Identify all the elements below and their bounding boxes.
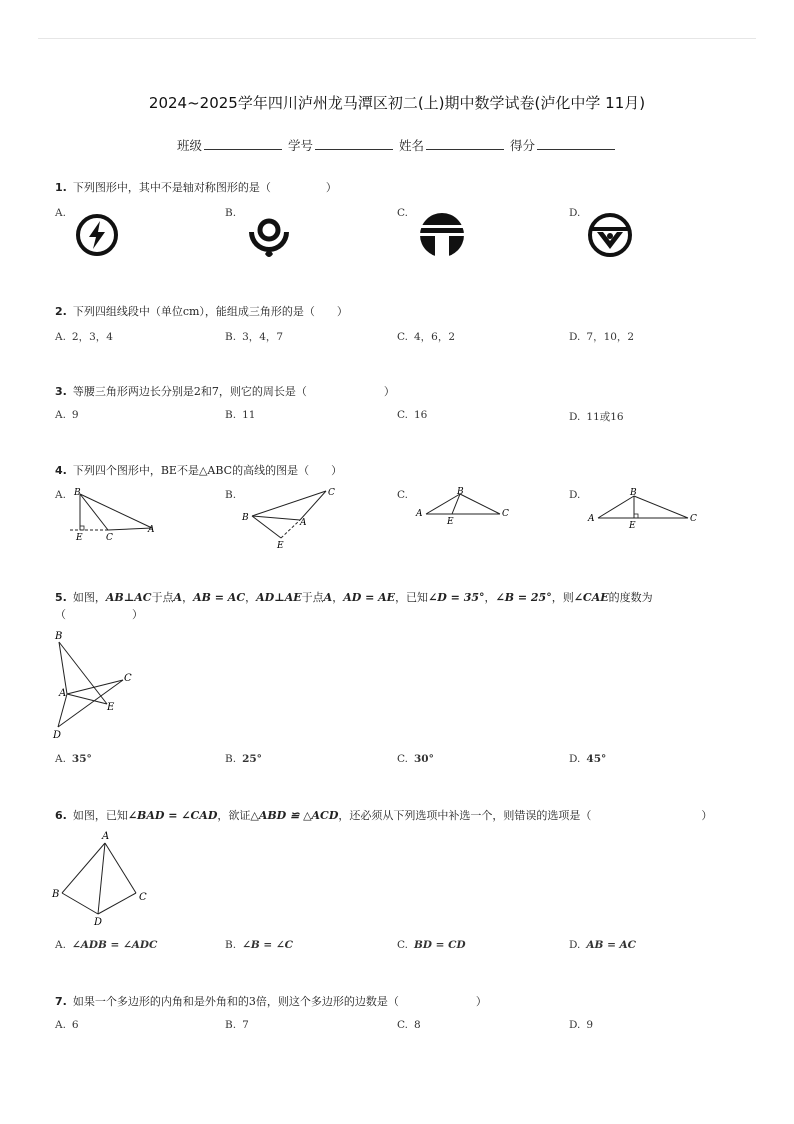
question-3: 3. 等腰三角形两边长分别是2和7，则它的周长是（ ） xyxy=(55,385,395,398)
label-c: C xyxy=(328,488,335,498)
q2-option-c[interactable]: C. 4，6，2 xyxy=(397,331,456,343)
label-a: A xyxy=(59,688,67,699)
q5-option-c[interactable]: C. 30° xyxy=(397,753,434,765)
label-a: A xyxy=(416,509,423,519)
question-4: 4. 下列四个图形中，BE不是△ABC的高线的图是（ ） xyxy=(55,464,343,477)
label-a: A xyxy=(102,831,110,842)
q7-option-c[interactable]: C. 8 xyxy=(397,1019,421,1031)
q6-option-a[interactable]: A. ∠ADB = ∠ADC xyxy=(55,939,158,951)
label-d: D xyxy=(53,730,62,740)
label-e: E xyxy=(447,517,454,527)
question-5: 5. 如图，AB⊥AC于点A，AB = AC，AD⊥AE于点A，AD = AE，已知∠D = 35°，∠B = 25°，则∠CAE的度数为 xyxy=(55,591,653,604)
q7-option-d[interactable]: D. 9 xyxy=(569,1019,594,1031)
question-7: 7. 如果一个多边形的内角和是外角和的3倍，则这个多边形的边数是（ ） xyxy=(55,995,487,1008)
q3-option-d[interactable]: D. 11或16 xyxy=(569,411,624,423)
student-id-blank[interactable] xyxy=(315,137,393,150)
label-c: C xyxy=(502,509,509,519)
score-blank[interactable] xyxy=(537,137,615,150)
q5-option-d[interactable]: D. 45° xyxy=(569,753,607,765)
q6-figure xyxy=(50,828,150,928)
question-1: 1. 下列图形中，其中不是轴对称图形的是（ ） xyxy=(55,181,337,194)
field-class: 班级 xyxy=(177,136,284,154)
label-b: B xyxy=(242,513,249,523)
label-c: C xyxy=(139,892,147,903)
q2-option-a[interactable]: A. 2，3，4 xyxy=(55,331,113,343)
lightning-bolt-circle-icon xyxy=(74,212,120,258)
q3-option-a[interactable]: A. 9 xyxy=(55,409,79,421)
name-blank[interactable] xyxy=(426,137,504,150)
q7-option-a[interactable]: A. 6 xyxy=(55,1019,79,1031)
ring-drop-logo-icon xyxy=(244,210,294,260)
q5-option-b[interactable]: B. 25° xyxy=(225,753,262,765)
q2-option-d[interactable]: D. 7，10，2 xyxy=(569,331,635,343)
label-c: C xyxy=(690,514,697,524)
q4c-triangle-figure xyxy=(412,484,522,534)
label-d: D xyxy=(94,917,103,928)
q1-option-a[interactable]: A. xyxy=(55,207,66,219)
label-b: B xyxy=(52,889,60,900)
class-blank[interactable] xyxy=(204,137,282,150)
label-b: B xyxy=(74,488,81,498)
q3-option-c[interactable]: C. 16 xyxy=(397,409,428,421)
question-2: 2. 下列四组线段中（单位cm），能组成三角形的是（ ） xyxy=(55,305,348,318)
q6-option-c[interactable]: C. BD = CD xyxy=(397,939,466,951)
q6-option-d[interactable]: D. AB = AC xyxy=(569,939,637,951)
q4-option-b[interactable]: B. xyxy=(225,489,237,501)
heart-v-ring-logo-icon xyxy=(586,211,634,259)
q4d-triangle-figure xyxy=(584,484,704,534)
field-student-id: 学号 xyxy=(288,136,395,154)
label-e: E xyxy=(277,541,284,551)
label-a: A xyxy=(300,518,307,528)
q4b-triangle-figure xyxy=(238,482,348,552)
q2-option-b[interactable]: B. 3，4，7 xyxy=(225,331,284,343)
q7-option-b[interactable]: B. 7 xyxy=(225,1019,249,1031)
q4a-triangle-figure xyxy=(66,484,166,544)
label-a: A xyxy=(148,525,155,535)
q4-option-d[interactable]: D. xyxy=(569,489,581,501)
label-b: B xyxy=(457,487,464,497)
q6-option-b[interactable]: B. ∠B = ∠C xyxy=(225,939,293,951)
label-e: E xyxy=(629,521,636,531)
field-name: 姓名 xyxy=(399,136,506,154)
student-info-line xyxy=(0,136,794,154)
question-6: 6. 如图，已知∠BAD = ∠CAD，欲证△ABD ≌ △ACD，还必须从下列选项中补选一个，则错误的选项是（ ） xyxy=(55,809,713,822)
label-e: E xyxy=(107,702,115,713)
label-c: C xyxy=(106,533,113,543)
exam-title: 2024~2025学年四川泸州龙马潭区初二(上)期中数学试卷(泸化中学 11月) xyxy=(148,94,646,112)
field-score: 得分 xyxy=(510,136,617,154)
question-5-line2: （ ） xyxy=(55,608,143,621)
label-b: B xyxy=(630,488,637,498)
page-top-rule xyxy=(38,38,756,39)
label-c: C xyxy=(124,673,132,684)
q1-option-b[interactable]: B. xyxy=(225,207,237,219)
q5-option-a[interactable]: A. 35° xyxy=(55,753,92,765)
label-e: E xyxy=(76,533,83,543)
label-a: A xyxy=(588,514,595,524)
q1-option-c[interactable]: C. xyxy=(397,207,408,219)
t-mark-circle-icon xyxy=(418,211,466,259)
q4-option-c[interactable]: C. xyxy=(397,489,408,501)
q3-option-b[interactable]: B. 11 xyxy=(225,409,256,421)
q4-option-a[interactable]: A. xyxy=(55,489,66,501)
label-b: B xyxy=(55,631,63,642)
q1-option-d[interactable]: D. xyxy=(569,207,581,219)
q5-figure xyxy=(50,628,140,740)
